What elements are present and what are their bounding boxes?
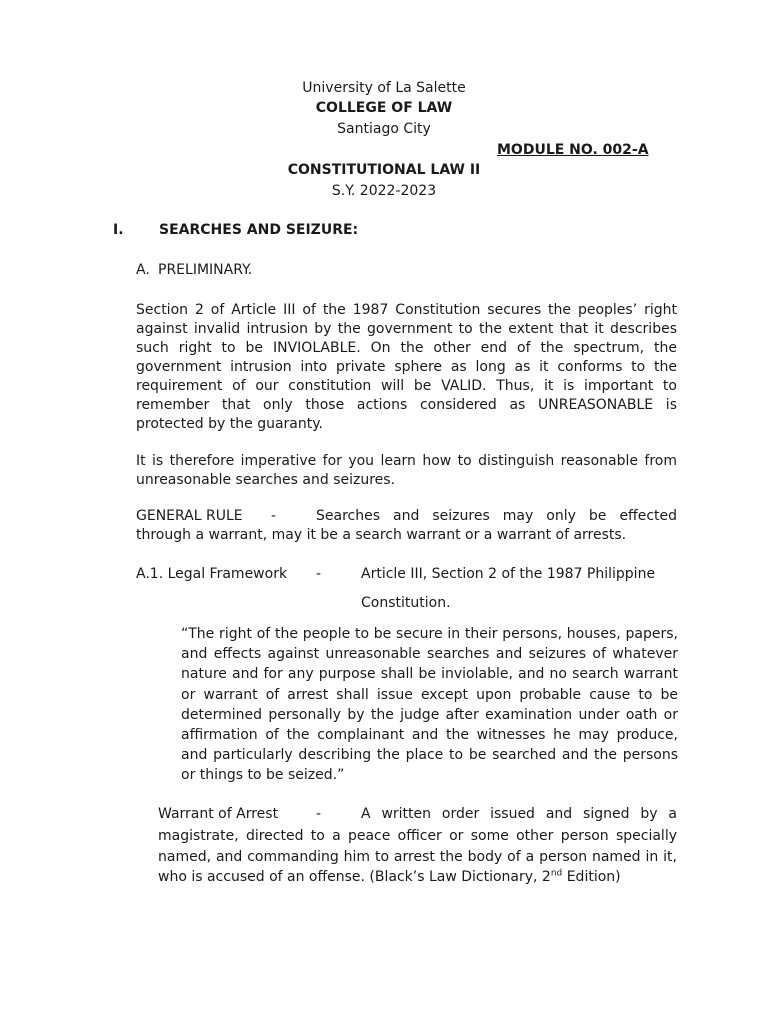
- section-title: SEARCHES AND SEIZURE:: [159, 222, 359, 238]
- general-rule-term: GENERAL RULE: [136, 508, 243, 524]
- warrant-superscript: nd: [550, 868, 563, 879]
- legal-framework-dash: -: [316, 566, 322, 582]
- constitution-quote: “The right of the people to be secure in their persons, houses, papers, and effects against unreasonable searches and seizures of whatever nature and for any purpose shall be inviolable, and no search warrant or warrant of arrest shall issue except upon probable cause to be determined personally by the judge after examination under oath or affirmation of the complainant and the witnesses he may produce, and particularly describing the place to be searched and the persons or things to be seized.”: [181, 626, 678, 784]
- legal-framework-text-line2: Constitution.: [361, 595, 451, 611]
- warrant-definition: [158, 826, 677, 888]
- general-rule-dash: -: [271, 508, 277, 524]
- course-title: CONSTITUTIONAL LAW II: [287, 162, 481, 178]
- warrant-dash: -: [316, 806, 322, 822]
- warrant-text-line1: A written order issued and signed by a: [361, 806, 677, 822]
- module-number: MODULE NO. 002-A: [497, 142, 649, 158]
- legal-framework-text-line1: Article III, Section 2 of the 1987 Philippine: [361, 566, 656, 582]
- general-rule-text-line2: through a warrant, may it be a search warrant or a warrant of arrests.: [136, 527, 627, 543]
- intro-paragraph: Section 2 of Article III of the 1987 Constitution secures the peoples’ right against invalid intrusion by the government to the extent that it describes such right to be INVIOLABLE. On the other end of the spectrum, the government intrusion into private sphere as long as it conforms to the requirement of our constitution will be VALID. Thus, it is important to remember that only those actions considered as UNREASONABLE is protected by the guaranty.: [136, 302, 677, 432]
- university-name: University of La Salette: [302, 80, 466, 96]
- subsection-label: A.: [136, 262, 150, 278]
- subsection-title: PRELIMINARY.: [158, 262, 253, 278]
- legal-framework-term: A.1. Legal Framework: [136, 566, 288, 582]
- warrant-text-rest: magistrate, directed to a peace officer or some other person specially named, and commanding him to arrest the body of a person named in it, who is accused of an offense. (Black’s Law Dictionary, 2: [158, 828, 677, 885]
- warrant-term: Warrant of Arrest: [158, 806, 279, 822]
- city-name: Santiago City: [337, 121, 431, 137]
- school-year: S.Y. 2022-2023: [331, 183, 437, 199]
- imperative-paragraph: It is therefore imperative for you learn how to distinguish reasonable from unreasonable searches and seizures.: [136, 453, 677, 488]
- section-number: I.: [113, 222, 124, 238]
- college-name: COLLEGE OF LAW: [315, 100, 453, 116]
- general-rule-text-line1: Searches and seizures may only be effected: [316, 508, 677, 524]
- warrant-text-end: Edition): [562, 869, 621, 885]
